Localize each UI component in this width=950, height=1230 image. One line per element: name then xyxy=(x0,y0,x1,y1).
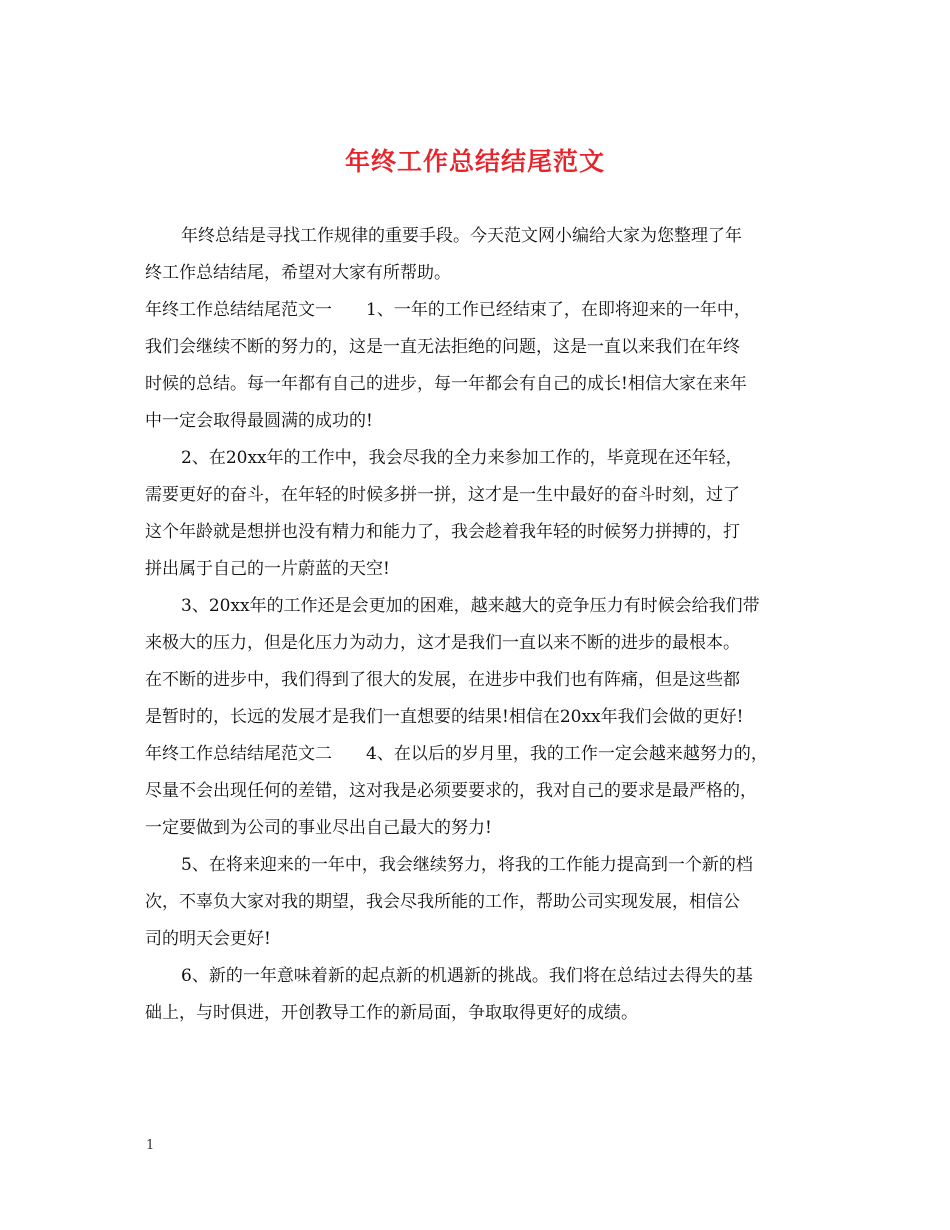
paragraph-line: 时候的总结。每一年都有自己的进步，每一年都会有自己的成长!相信大家在来年 xyxy=(145,374,747,394)
section-heading-line xyxy=(145,292,817,329)
paragraph-line: 是暂时的，长远的发展才是我们一直想要的结果!相信在20xx年我们会做的更好! xyxy=(145,707,744,727)
paragraph-line: 拼出属于自己的一片蔚蓝的天空! xyxy=(145,559,390,579)
paragraph-line: 2、在20xx年的工作中，我会尽我的全力来参加工作的，毕竟现在还年轻， xyxy=(181,448,743,468)
paragraph-text: 4、在以后的岁月里，我的工作一定会越来越努力的， xyxy=(366,744,768,764)
document-title: 年终工作总结结尾范文 xyxy=(344,147,605,176)
paragraph-line: 中一定会取得最圆满的成功的! xyxy=(145,411,373,431)
paragraph-line: 我们会继续不断的努力的，这是一直无法拒绝的问题，这是一直以来我们在年终 xyxy=(145,337,740,357)
paragraph-line: 终工作总结结尾，希望对大家有所帮助。 xyxy=(145,263,451,283)
paragraph-line: 在不断的进步中，我们得到了很大的发展，在进步中我们也有阵痛，但是这些都 xyxy=(145,670,740,690)
paragraph-line: 础上，与时俱进，开创教导工作的新局面，争取取得更好的成绩。 xyxy=(145,1003,638,1023)
paragraph-text: 1、一年的工作已经结束了，在即将迎来的一年中， xyxy=(366,300,751,320)
section-heading: 年终工作总结结尾范文一 xyxy=(145,300,332,320)
paragraph-line: 尽量不会出现任何的差错，这对我是必须要要求的，我对自己的要求是最严格的， xyxy=(145,781,757,801)
paragraph-line: 5、在将来迎来的一年中，我会继续努力，将我的工作能力提高到一个新的档 xyxy=(181,855,753,875)
paragraph-line: 3、20xx年的工作还是会更加的困难，越来越大的竞争压力有时候会给我们带 xyxy=(181,596,760,616)
section-heading: 年终工作总结结尾范文二 xyxy=(145,744,332,764)
document-body xyxy=(145,218,817,1032)
paragraph-line: 6、新的一年意味着新的起点新的机遇新的挑战。我们将在总结过去得失的基 xyxy=(181,966,753,986)
paragraph-line: 次，不辜负大家对我的期望，我会尽我所能的工作，帮助公司实现发展，相信公 xyxy=(145,892,740,912)
paragraph-line: 司的明天会更好! xyxy=(145,929,271,949)
paragraph-line: 需要更好的奋斗，在年轻的时候多拼一拼，这才是一生中最好的奋斗时刻，过了 xyxy=(145,485,740,505)
page-number: 1 xyxy=(146,1138,155,1153)
paragraph-line: 年终总结是寻找工作规律的重要手段。今天范文网小编给大家为您整理了年 xyxy=(181,226,742,246)
paragraph-line: 来极大的压力，但是化压力为动力，这才是我们一直以来不断的进步的最根本。 xyxy=(145,633,740,653)
paragraph-line: 这个年龄就是想拼也没有精力和能力了，我会趁着我年轻的时候努力拼搏的，打 xyxy=(145,522,740,542)
paragraph-line: 一定要做到为公司的事业尽出自己最大的努力! xyxy=(145,818,492,838)
section-heading-line xyxy=(145,736,817,773)
